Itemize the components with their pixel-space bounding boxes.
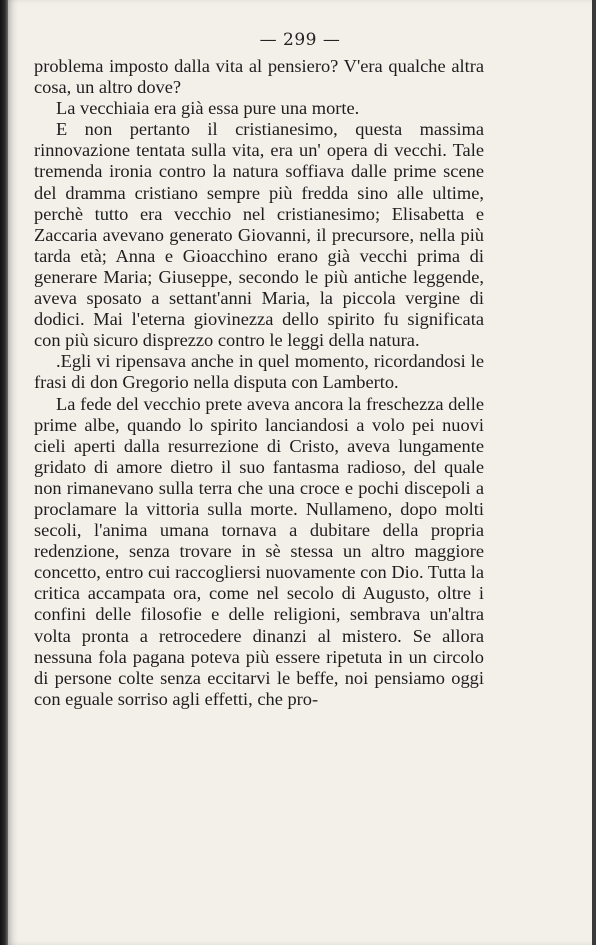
paragraph-2: La vecchiaia era già essa pure una morte. bbox=[56, 98, 360, 119]
book-page bbox=[8, 0, 592, 945]
page-number: — 299 — bbox=[259, 30, 341, 50]
paragraph-4: .Egli vi ripensava anche in quel momento, ricordandosi le frasi di don Gregorio nella disputa con Lamberto. bbox=[34, 351, 484, 393]
body-text bbox=[34, 56, 484, 710]
paragraph-1: problema imposto dalla vita al pensiero? V'era qualche altra cosa, un altro dove? bbox=[34, 56, 484, 98]
paragraph-5: La fede del vecchio prete aveva ancora la freschezza delle prime albe, quando lo spirito lanciandosi a volo pei nuovi cieli aperti dalla resurrezione di Cristo, aveva lungamente gridato di amore dietro il suo fantasma radioso, del quale non rimanevano sulla terra che una croce e pochi discepoli a proclamare la vittoria sulla morte. Nullameno, dopo molti secoli, l'anima umana tornava a dubitare della propria redenzione, senza trovare in sè stessa un altro maggiore concetto, entro cui raccogliersi nuovamente con Dio. Tutta la critica accampata ora, come nel secolo di Augusto, oltre i confini delle filosofie e delle religioni, sembrava un'altra volta pronta a retrocedere dinanzi al mistero. Se allora nessuna fola pagana poteva più essere ripetuta in un circolo di persone colte senza eccitarvi le beffe, noi pensiamo oggi con eguale sorriso agli effetti, che pro- bbox=[34, 393, 484, 709]
paragraph-3: E non pertanto il cristianesimo, questa massima rinnovazione tentata sulla vita, era un' opera di vecchi. Tale tremenda ironia contro la natura soffiava dalle prime scene del dramma cristiano sempre più fredda sino alle ultime, perchè tutto era vecchio nel cristianesimo; Elisabetta e Zaccaria avevano generato Giovanni, il precursore, nella più tarda età; Anna e Gioacchino erano già vecchi prima di generare Maria; Giuseppe, secondo le più antiche leggende, aveva sposato a settant'anni Maria, la piccola vergine di dodici. Mai l'eterna giovinezza dello spirito fu significata con più sicuro disprezzo contro le leggi della natura. bbox=[34, 119, 484, 351]
binding-gutter bbox=[0, 0, 8, 945]
